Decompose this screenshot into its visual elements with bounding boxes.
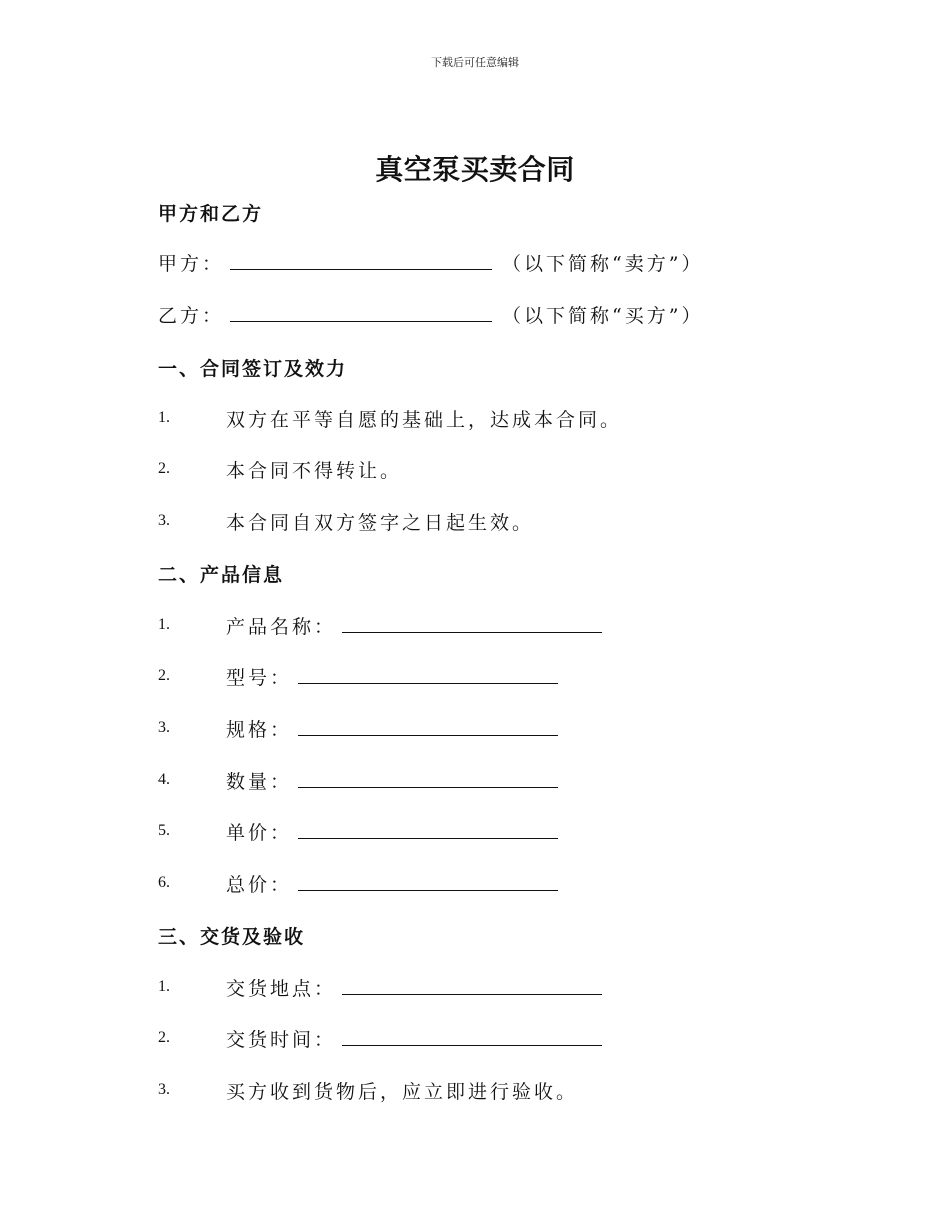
delivery-place-field [226,974,612,1001]
section2-item-number: 1. [158,616,170,633]
section1-item-text: 双方在平等自愿的基础上，达成本合同。 [226,409,623,431]
section2-heading: 二、产品信息 [158,564,285,586]
quantity-field [226,767,568,794]
field-label: 规格： [226,719,293,741]
field-label: 单价： [226,822,293,844]
party-a-suffix: （以下简称“卖方”） [502,253,704,275]
spec-field [226,715,568,742]
field-blank [342,631,602,633]
section1-item-number: 3. [158,512,170,529]
party-a-line [158,249,703,276]
field-blank [342,1044,602,1046]
field-blank [342,993,602,995]
section3-item-number: 2. [158,1029,170,1046]
section2-item-number: 5. [158,822,170,839]
field-label: 型号： [226,667,293,689]
field-label: 交货地点： [226,978,337,1000]
page-header-note: 下载后可任意编辑 [431,56,519,69]
section2-item-number: 2. [158,667,170,684]
party-a-label: 甲方： [158,253,225,275]
section1-item-text: 本合同不得转让。 [226,460,403,482]
section2-item-number: 4. [158,771,170,788]
section3-item-number: 3. [158,1081,170,1098]
total-price-field [226,870,568,897]
section3-item-text: 买方收到货物后，应立即进行验收。 [226,1081,579,1103]
delivery-time-field [226,1025,612,1052]
document-title: 真空泵买卖合同 [375,153,575,186]
model-field [226,663,568,690]
field-blank [298,837,558,839]
field-blank [298,734,558,736]
field-label: 产品名称： [226,616,337,638]
section3-item-number: 1. [158,978,170,995]
unit-price-field [226,818,568,845]
field-blank [298,889,558,891]
field-blank [298,786,558,788]
party-a-blank [230,268,492,270]
section2-item-number: 3. [158,719,170,736]
party-b-suffix: （以下简称“买方”） [502,305,704,327]
section1-heading: 一、合同签订及效力 [158,358,348,380]
section3-heading: 三、交货及验收 [158,926,306,948]
product-name-field [226,612,612,639]
field-blank [298,682,558,684]
section1-item-text: 本合同自双方签字之日起生效。 [226,512,535,534]
field-label: 数量： [226,771,293,793]
party-b-label: 乙方： [158,305,225,327]
section1-item-number: 2. [158,460,170,477]
field-label: 总价： [226,874,293,896]
party-b-line [158,301,703,328]
field-label: 交货时间： [226,1029,337,1051]
section2-item-number: 6. [158,874,170,891]
party-b-blank [230,320,492,322]
parties-heading: 甲方和乙方 [158,203,264,225]
section1-item-number: 1. [158,409,170,426]
